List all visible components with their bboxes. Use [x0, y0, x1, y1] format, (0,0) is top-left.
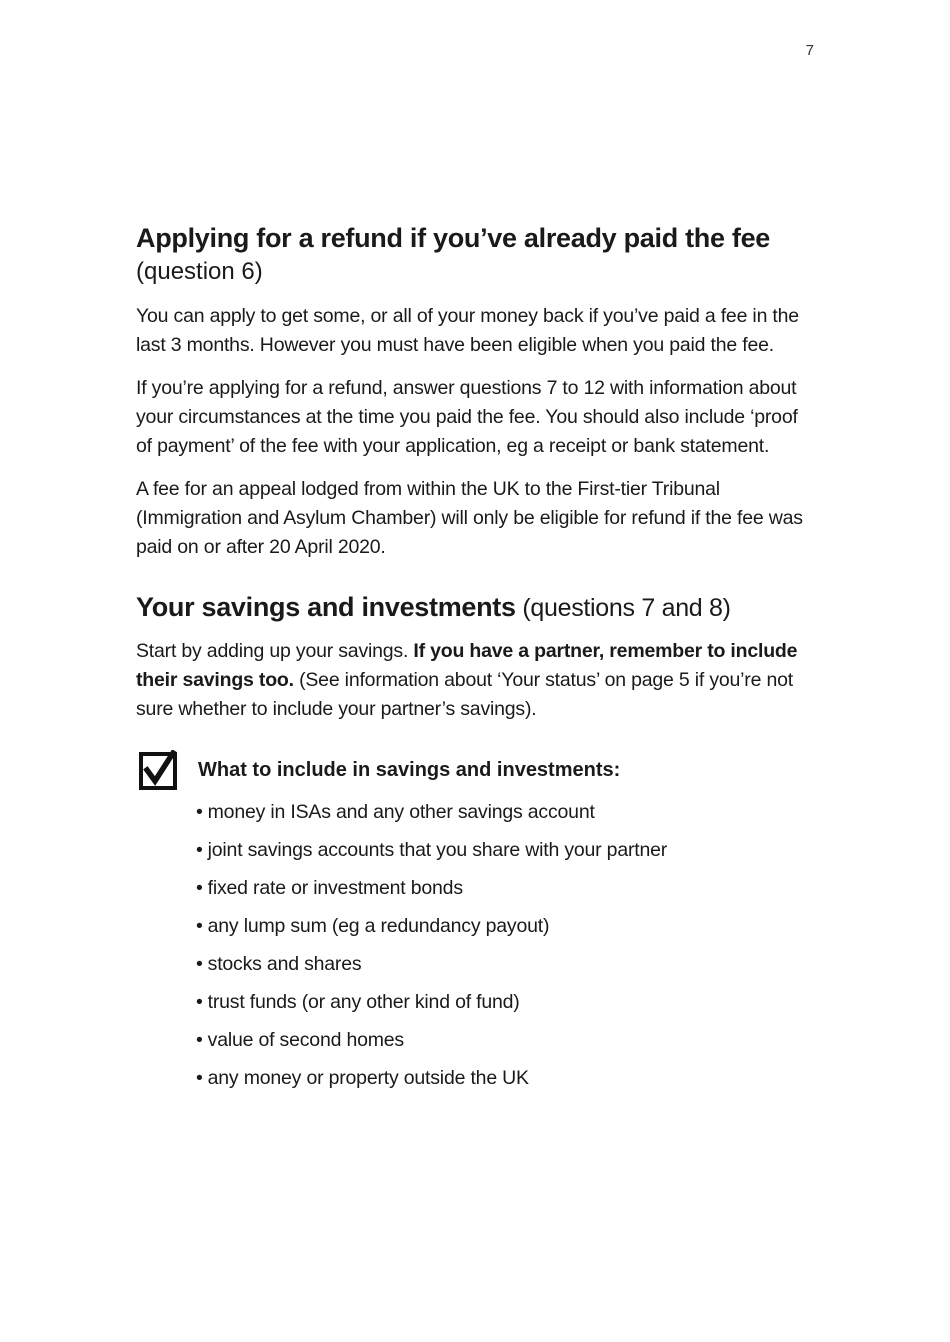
refund-paragraph: A fee for an appeal lodged from within the UK to the First-tier Tribunal (Immigration and Asylum Chamber) will only be eligible for refund if the fee was paid on or after 20 April 2020. [136, 478, 803, 558]
list-item-text: stocks and shares [207, 953, 362, 975]
bullet-icon: • [196, 991, 203, 1013]
list-item-text: joint savings accounts that you share with your partner [207, 839, 668, 861]
list-item [196, 950, 816, 978]
page-content [136, 220, 816, 1102]
list-item [196, 798, 816, 826]
savings-intro [136, 637, 816, 724]
savings-checklist [136, 748, 816, 1092]
page-number: 7 [805, 42, 814, 59]
list-item [196, 1026, 816, 1054]
savings-section [136, 590, 816, 1092]
list-item-text: trust funds (or any other kind of fund) [207, 991, 520, 1013]
bullet-icon: • [196, 839, 203, 861]
savings-intro-end: (See information about ‘Your status’ on page 5 if you’re not sure whether to include your partner’s savings). [136, 669, 793, 720]
savings-heading-qualifier: (questions 7 and 8) [515, 594, 731, 622]
refund-subtitle: (question 6) [136, 258, 263, 285]
refund-section [136, 220, 816, 562]
list-item [196, 874, 816, 902]
refund-paragraph: If you’re applying for a refund, answer questions 7 to 12 with information about your circumstances at the time you paid the fee. You should also include ‘proof of payment’ of the fee with your application, eg a receipt or bank statement. [136, 377, 798, 457]
bullet-icon: • [196, 801, 203, 823]
bullet-icon: • [196, 1067, 203, 1089]
bullet-icon: • [196, 915, 203, 937]
checkbox-tick-icon [139, 750, 179, 790]
bullet-icon: • [196, 877, 203, 899]
list-item [196, 1064, 816, 1092]
list-item [196, 988, 816, 1016]
bullet-icon: • [196, 1029, 203, 1051]
checklist-heading: What to include in savings and investments: [198, 759, 621, 781]
list-item-text: value of second homes [207, 1029, 404, 1051]
bullet-icon: • [196, 953, 203, 975]
list-item-text: fixed rate or investment bonds [207, 877, 463, 899]
list-item-text: any money or property outside the UK [207, 1067, 529, 1089]
refund-paragraph: You can apply to get some, or all of your money back if you’ve paid a fee in the last 3 months. However you must have been eligible when you paid the fee. [136, 305, 799, 356]
list-item [196, 912, 816, 940]
list-item-text: money in ISAs and any other savings account [207, 801, 595, 823]
savings-intro-start: Start by adding up your savings. [136, 640, 414, 662]
savings-intro-bold: If you have a partner, remember to include their savings too. [136, 640, 798, 691]
list-item-text: any lump sum (eg a redundancy payout) [207, 915, 550, 937]
savings-heading [136, 590, 816, 625]
list-item [196, 836, 816, 864]
checklist-items [136, 798, 816, 1092]
refund-heading: Applying for a refund if you’ve already paid the fee [136, 223, 771, 253]
savings-heading-title: Your savings and investments [136, 592, 516, 622]
